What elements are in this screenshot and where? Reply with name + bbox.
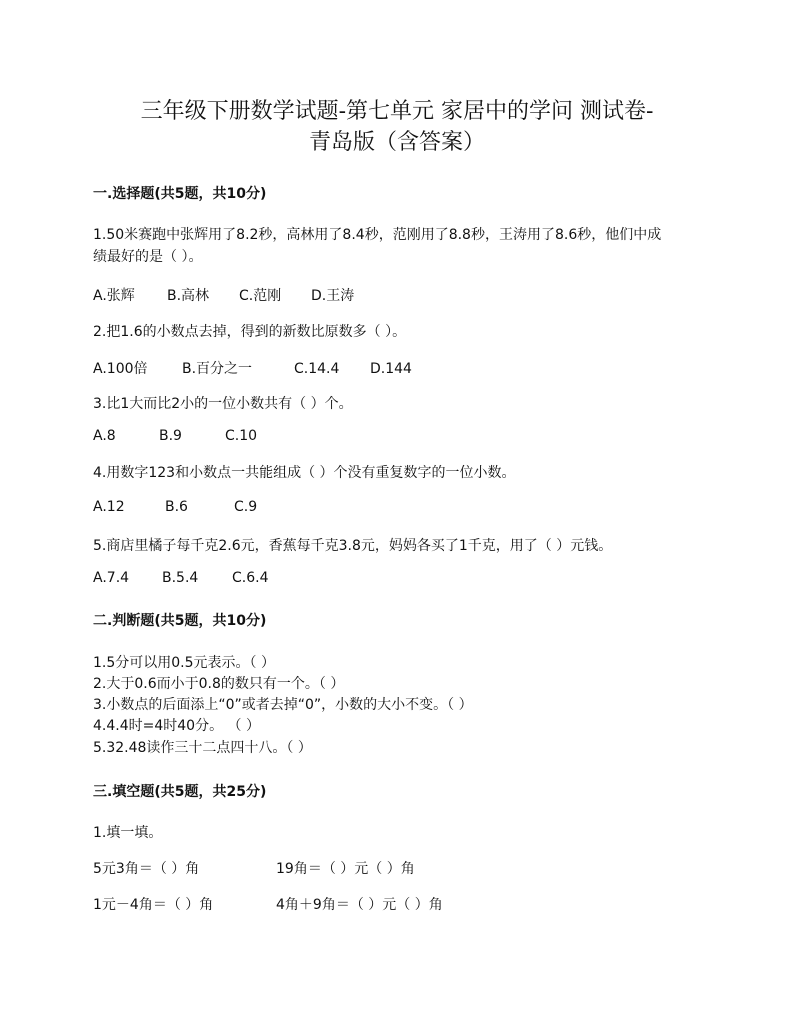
choice-q2-options (93, 358, 412, 378)
judgement-q3: 3.小数点的后面添上“0”或者去掉“0”，小数的大小不变。（ ） (93, 697, 473, 713)
option: B.高林 (167, 288, 210, 304)
option: C.10 (225, 428, 258, 444)
option: A.8 (93, 428, 116, 444)
choice-q1-options (93, 285, 354, 305)
fill-row-1 (93, 858, 415, 878)
option: A.7.4 (93, 570, 130, 586)
choice-q5-stem: 5.商店里橘子每千克2.6元，香蕉每千克3.8元，妈妈各买了1千克，用了（ ）元钱。 (93, 538, 613, 554)
fill-q1-label: 1.填一填。 (93, 825, 163, 841)
section-heading-choice: 一.选择题(共5题，共10分) (93, 186, 267, 202)
fill-blank-item: 5元3角＝（ ）角 (93, 861, 200, 877)
choice-q4-stem: 4.用数字123和小数点一共能组成（ ）个没有重复数字的一位小数。 (93, 465, 516, 481)
option: C.6.4 (232, 570, 269, 586)
option: B.9 (159, 428, 182, 444)
choice-q4-options (93, 499, 257, 515)
choice-q3-stem: 3.比1大而比2小的一位小数共有（ ）个。 (93, 396, 353, 412)
choice-q1-stem-line-2: 绩最好的是（ ）。 (93, 249, 203, 265)
fill-blank-item: 4角＋9角＝（ ）元（ ）角 (276, 897, 443, 913)
option: C.14.4 (294, 361, 340, 377)
choice-q2-stem: 2.把1.6的小数点去掉，得到的新数比原数多（ ）。 (93, 324, 407, 340)
option: C.范刚 (239, 288, 282, 304)
section-heading-fill: 三.填空题(共5题，共25分) (93, 784, 267, 800)
exam-title-line-1: 三年级下册数学试题-第七单元 家居中的学问 测试卷- (140, 99, 654, 124)
fill-blank-item: 19角＝（ ）元（ ）角 (276, 861, 415, 877)
choice-q3-options (93, 428, 257, 444)
option: B.5.4 (162, 570, 199, 586)
section-heading-judgement: 二.判断题(共5题，共10分) (93, 613, 267, 629)
judgement-q4: 4.4.4时=4时40分。 （ ） (93, 718, 260, 734)
judgement-q5: 5.32.48读作三十二点四十八。（ ） (93, 740, 312, 756)
judgement-q1: 1.5分可以用0.5元表示。（ ） (93, 655, 275, 671)
option: B.百分之一 (182, 361, 253, 377)
choice-q5-options (93, 570, 269, 586)
option: A.12 (93, 499, 125, 515)
fill-blank-item: 1元－4角＝（ ）角 (93, 897, 214, 913)
option: A.100倍 (93, 361, 148, 377)
judgement-q2: 2.大于0.6而小于0.8的数只有一个。（ ） (93, 676, 345, 692)
option: D.王涛 (311, 288, 355, 304)
exam-title-line-2: 青岛版（含答案） (308, 130, 485, 155)
option: A.张辉 (93, 288, 135, 304)
option: D.144 (370, 361, 412, 377)
option: B.6 (165, 499, 188, 515)
option: C.9 (234, 499, 258, 515)
choice-q1-stem-line-1: 1.50米赛跑中张辉用了8.2秒，高林用了8.4秒，范刚用了8.8秒，王涛用了8.6秒，他们中成 (93, 227, 662, 243)
fill-row-2 (93, 894, 443, 914)
